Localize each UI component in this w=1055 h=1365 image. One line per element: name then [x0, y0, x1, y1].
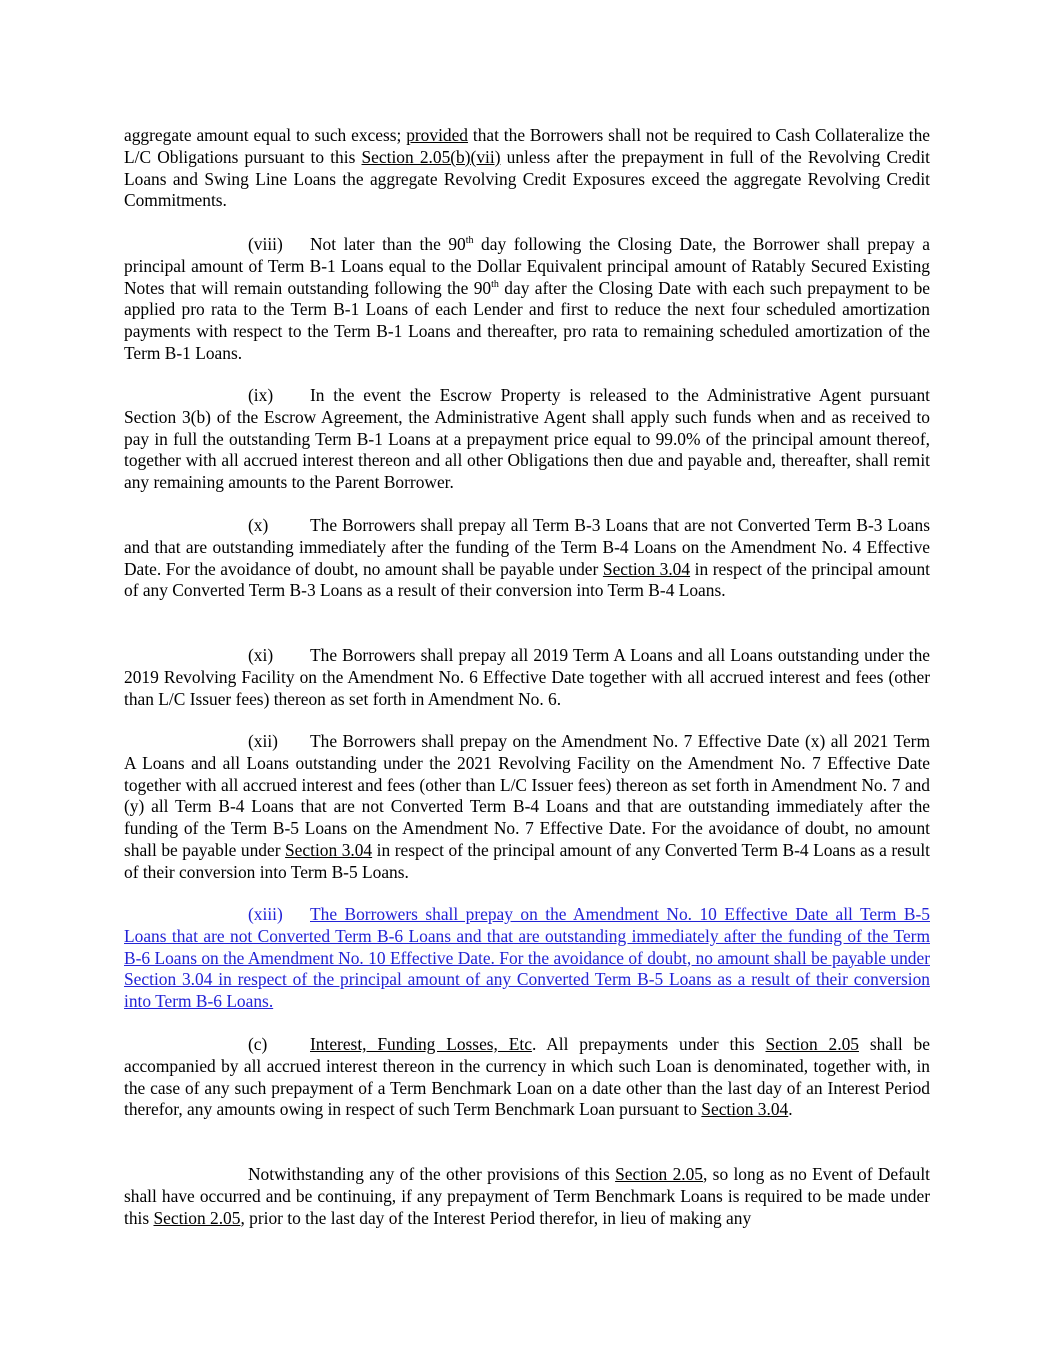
- clause-number: (ix): [248, 385, 274, 405]
- clause-number: (xii): [248, 731, 278, 751]
- paragraph-xii: [124, 731, 930, 884]
- text: , so long as no Event of Default shall have occurred and be continuing, if any prepayment of Term Benchmark Loans is required to be made under this: [124, 1164, 930, 1228]
- paragraph-xiii-inserted: [124, 904, 930, 1013]
- section-reference: Section 2.05(b)(vii): [361, 146, 501, 167]
- text: day following the Closing Date, the Borrower shall prepay a principal amount of Term B-1 Loans equal to the Dollar Equivalent principal amount of Ratably Secured Existing Notes that will remain outstanding following the 90: [124, 234, 930, 298]
- text: , prior to the last day of the Interest Period therefor, in lieu of making any: [240, 1207, 752, 1228]
- text: .: [788, 1099, 793, 1120]
- section-reference: Section 3.04: [602, 558, 691, 579]
- paragraph-xi: [124, 645, 930, 710]
- section-reference: Section 3.04: [701, 1099, 789, 1120]
- clause-number: (x): [248, 515, 269, 535]
- provided-term: provided: [406, 125, 469, 145]
- paragraph-notwithstanding: [124, 1164, 930, 1229]
- text: . All prepayments under this: [531, 1034, 766, 1054]
- text: in respect of the principal amount of any Converted Term B-4 Loans as a result of their conversion into Term B-5 Loans.: [124, 839, 930, 882]
- clause-number: (c): [248, 1034, 268, 1054]
- text: The Borrowers shall prepay all 2019 Term A Loans and all Loans outstanding under the 2019 Revolving Facility on the Amendment No. 6 Effective Date together with all accrued interest and fees (other than L/C Issuer fees) thereon as set forth in Amendment No. 6.: [124, 645, 930, 709]
- paragraph-x: [124, 515, 930, 602]
- text: day after the Closing Date with each such prepayment to be applied pro rata to the Term B-1 Loans of each Lender and first to reduce the next four scheduled amortization payments with respect to the Term B-1 Loans and thereafter, pro rata to remaining scheduled amortization of the Term B-1 Loans.: [124, 277, 930, 363]
- section-reference: Section 2.05: [765, 1034, 859, 1054]
- text: shall be accompanied by all accrued interest thereon in the currency in which such Loan is denominated, together with, in the case of any such prepayment of a Term Benchmark Loan on a date other than the last day of an Interest Period therefor, any amounts owing in respect of such Term Benchmark Loan pursuant to: [124, 1034, 930, 1120]
- paragraph-ix: [124, 385, 930, 494]
- clause-number: (viii): [248, 234, 283, 254]
- text: unless after the prepayment in full of the Revolving Credit Loans and Swing Line Loans the aggregate Revolving Credit Exposures exceed the aggregate Revolving Credit Commitments.: [124, 146, 930, 211]
- text: In the event the Escrow Property is released to the Administrative Agent pursuant Section 3(b) of the Escrow Agreement, the Administrative Agent shall apply such funds when and as received to pay in full the outstanding Term B-1 Loans at a prepayment price equal to 99.0% of the principal amount thereof, together with all accrued interest thereon and all other Obligations then due and payable and, thereafter, shall remit any remaining amounts to the Parent Borrower.: [124, 385, 930, 493]
- text: that the Borrowers shall not be required to Cash Collateralize the L/C Obligations pursuant to this: [124, 125, 930, 167]
- text: The Borrowers shall prepay all Term B-3 Loans that are not Converted Term B-3 Loans and that are outstanding immediately after the funding of the Term B-4 Loans on the Amendment No. 4 Effective Date. For the avoidance of doubt, no amount shall be payable under: [124, 515, 930, 579]
- text: Not later than the 90: [310, 234, 466, 254]
- text: Notwithstanding any of the other provisions of this: [248, 1164, 616, 1184]
- paragraph-cash-collateral: [124, 125, 930, 212]
- clause-heading: Interest, Funding Losses, Etc: [310, 1034, 532, 1054]
- paragraph-c-interest: [124, 1034, 930, 1121]
- ordinal-suffix: th: [491, 278, 499, 290]
- paragraph-viii: [124, 234, 930, 365]
- clause-number: (xi): [248, 645, 274, 665]
- text: The Borrowers shall prepay on the Amendment No. 7 Effective Date (x) all 2021 Term A Loans and all Loans outstanding under the 2021 Revolving Facility on the Amendment No. 7 Effective Date together with all accrued interest and fees (other than L/C Issuer fees) thereon as set forth in Amendment No. 7 and (y) all Term B-4 Loans that are not Converted Term B-4 Loans and that are outstanding immediately after the funding of the Term B-5 Loans on the Amendment No. 7 Effective Date. For the avoidance of doubt, no amount shall be payable under: [124, 731, 930, 860]
- section-reference: Section 3.04: [285, 839, 373, 860]
- ordinal-suffix: th: [465, 235, 474, 247]
- clause-number: (xiii): [248, 904, 283, 924]
- section-reference: Section 2.05: [615, 1164, 704, 1184]
- section-reference: Section 2.05: [153, 1207, 241, 1228]
- inserted-text: The Borrowers shall prepay on the Amendment No. 10 Effective Date all Term B-5 Loans that are not Converted Term B-6 Loans and that are outstanding immediately after the funding of the Term B-6 Loans on the Amendment No. 10 Effective Date. For the avoidance of doubt, no amount shall be payable under Section 3.04 in respect of the principal amount of any Converted Term B-5 Loans as a result of their conversion into Term B-6 Loans.: [124, 904, 930, 1012]
- text: aggregate amount equal to such excess;: [124, 125, 407, 145]
- text: in respect of the principal amount of any Converted Term B-3 Loans as a result of their conversion into Term B-4 Loans.: [124, 558, 931, 601]
